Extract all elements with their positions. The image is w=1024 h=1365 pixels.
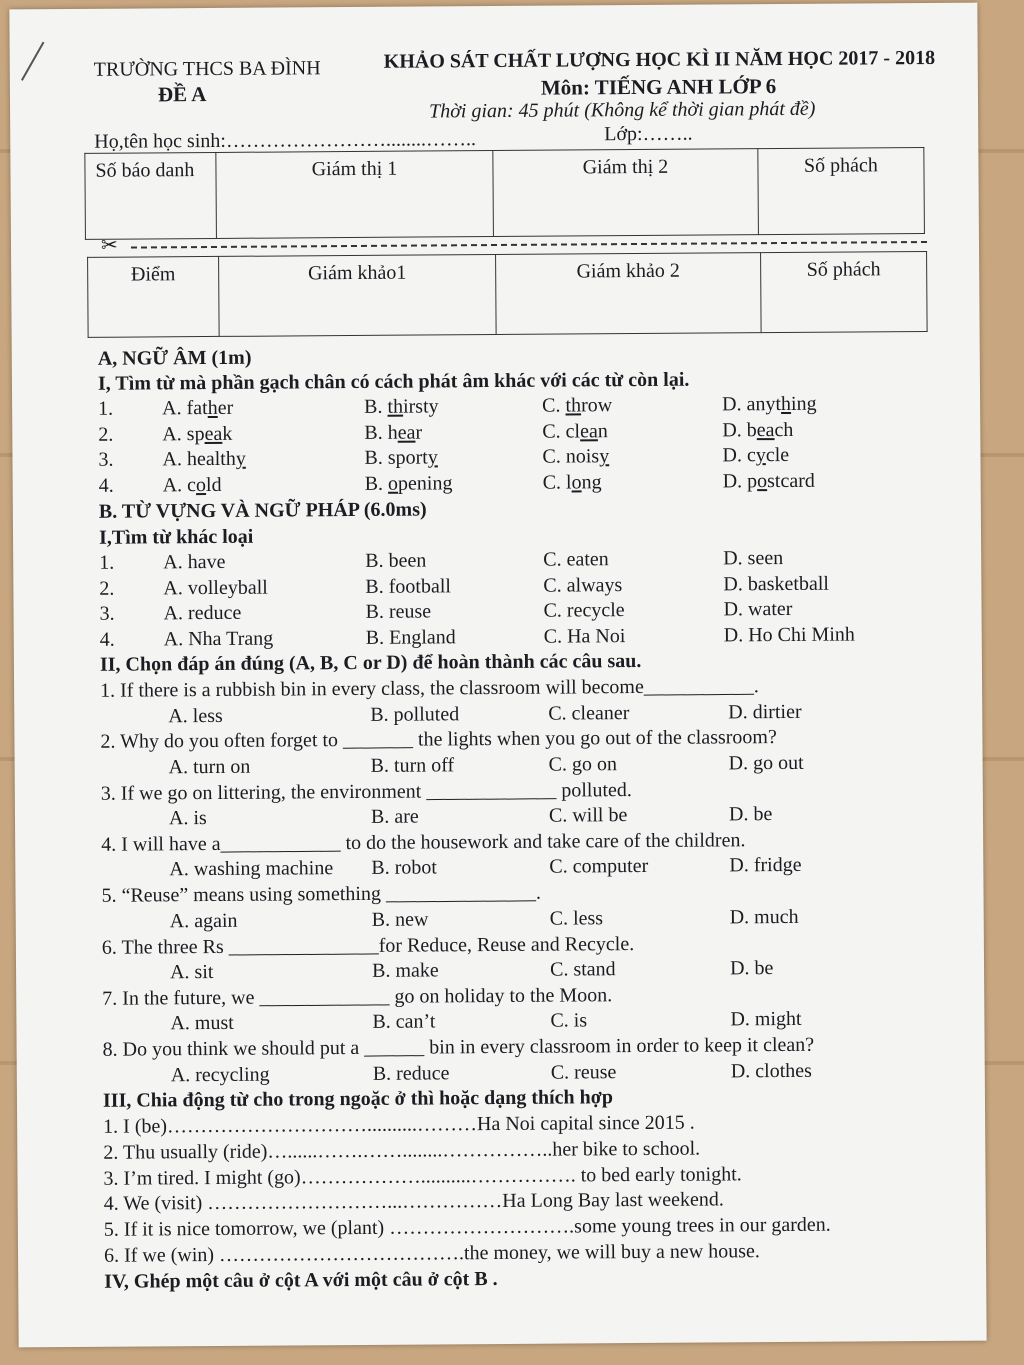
scissors-icon: ✂ bbox=[100, 234, 118, 257]
option-b: B. thirsty bbox=[364, 395, 439, 418]
question-text: 7. In the future, we _____________ go on holiday to the Moon. bbox=[102, 984, 613, 1010]
question-text: 1. If there is a rubbish bin in every class, the classroom will become___________. bbox=[100, 675, 759, 702]
option-b: B. make bbox=[371, 959, 439, 982]
option-c: C. will be bbox=[548, 804, 628, 827]
option-c: C. recycle bbox=[543, 599, 625, 622]
option-d: D. postcard bbox=[722, 469, 815, 492]
option-b: B. are bbox=[370, 805, 419, 828]
option-b: B. robot bbox=[371, 856, 437, 880]
option-b: B. polluted bbox=[370, 702, 460, 726]
option-c: C. go on bbox=[548, 752, 618, 776]
question-number: 1. bbox=[99, 551, 115, 574]
grader-1-cell: Giám khảo1 bbox=[219, 255, 497, 337]
option-a: A. cold bbox=[162, 473, 222, 496]
question-text: 5. If it is nice tomorrow, we (plant) ……………………….some young trees in our garden. bbox=[103, 1213, 831, 1241]
option-a: A. is bbox=[168, 807, 207, 830]
option-d: D. water bbox=[723, 597, 793, 621]
option-d: D. basketball bbox=[723, 572, 829, 595]
exam-time: Thời gian: 45 phút (Không kể thời gian phát đề) bbox=[428, 97, 816, 123]
question-number: 3. bbox=[98, 448, 114, 471]
option-b: B. can’t bbox=[372, 1010, 436, 1034]
option-d: D. clothes bbox=[730, 1059, 812, 1082]
question-text: 8. Do you think we should put a ______ bin in every classroom in order to keep it clean? bbox=[102, 1033, 815, 1061]
phonetics-instruction: I, Tìm từ mà phần gạch chân có cách phát âm khác với các từ còn lại. bbox=[97, 368, 690, 395]
option-a: A. healthy bbox=[162, 447, 246, 471]
question-text: 4. I will have a____________ to do the housework and take care of the children. bbox=[101, 829, 746, 856]
option-d: D. dirtier bbox=[728, 700, 802, 723]
option-d: D. much bbox=[729, 905, 799, 929]
question-text: 4. We (visit) ………………………...……………Ha Long Bay last weekend. bbox=[103, 1188, 724, 1216]
option-c: C. stand bbox=[549, 958, 616, 981]
option-a: A. reduce bbox=[163, 601, 242, 625]
class-field: Lớp:…….. bbox=[604, 122, 693, 146]
option-b: B. turn off bbox=[370, 754, 455, 777]
question-text: 3. I’m tired. I might (go)………………..........……………. to bed early tonight. bbox=[103, 1162, 742, 1190]
grader-table bbox=[87, 251, 928, 338]
question-text: 6. The three Rs _______________for Reduce, Reuse and Recycle. bbox=[101, 932, 635, 959]
question-text: 3. If we go on littering, the environment _____________ polluted. bbox=[100, 778, 632, 805]
section-a-title: A, NGỮ ÂM (1m) bbox=[97, 346, 252, 370]
option-c: C. Ha Noi bbox=[543, 624, 626, 648]
option-b: B. sporty bbox=[364, 446, 438, 469]
question-number: 2. bbox=[98, 423, 114, 446]
exam-title: KHẢO SÁT CHẤT LƯỢNG HỌC KÌ II NĂM HỌC 2017 - 2018 bbox=[383, 46, 936, 73]
option-a: A. have bbox=[163, 550, 226, 574]
proctor-2-cell: Giám thị 2 bbox=[493, 149, 759, 237]
option-a: A. washing machine bbox=[169, 857, 334, 881]
question-number: 2. bbox=[99, 577, 115, 600]
option-c: C. cleaner bbox=[548, 701, 630, 725]
option-d: D. seen bbox=[723, 547, 784, 570]
option-b: B. reduce bbox=[372, 1061, 450, 1085]
question-number: 1. bbox=[98, 397, 114, 420]
option-a: A. Nha Trang bbox=[163, 627, 274, 650]
school-name: TRƯỜNG THCS BA ĐÌNH bbox=[93, 57, 321, 81]
question-text: 2. Thu usually (ride)…......…….……........……………..her bike to school. bbox=[103, 1137, 701, 1164]
odd-one-out-instruction: I,Tìm từ khác loại bbox=[98, 525, 254, 549]
multiple-choice-instruction: II, Chọn đáp án đúng (A, B, C or D) để hoàn thành các câu sau. bbox=[99, 649, 642, 676]
option-d: D. anything bbox=[722, 392, 817, 416]
option-a: A. recycling bbox=[170, 1063, 270, 1086]
option-d: D. might bbox=[730, 1008, 802, 1031]
option-b: B. new bbox=[371, 908, 429, 931]
secret-number-cell-2: Số phách bbox=[761, 251, 928, 332]
option-d: D. be bbox=[729, 957, 774, 980]
option-c: C. clean bbox=[542, 419, 608, 443]
option-a: A. again bbox=[169, 909, 238, 932]
option-b: B. been bbox=[365, 549, 427, 572]
candidate-number-cell: Số báo danh bbox=[85, 152, 217, 239]
question-number: 3. bbox=[99, 602, 115, 625]
option-b: B. England bbox=[365, 625, 456, 649]
exam-code: ĐỀ A bbox=[157, 82, 207, 107]
option-a: A. turn on bbox=[168, 755, 251, 779]
option-d: D. cycle bbox=[722, 443, 790, 467]
option-c: C. always bbox=[543, 573, 623, 597]
verb-form-instruction: III, Chia động từ cho trong ngoặc ở thì hoặc dạng thích hợp bbox=[102, 1086, 614, 1112]
option-d: D. go out bbox=[728, 751, 804, 775]
student-name-field: Họ,tên học sinh:……………………........…….. bbox=[94, 128, 476, 153]
option-c: C. reuse bbox=[550, 1060, 617, 1084]
option-d: D. be bbox=[728, 803, 773, 826]
question-text: 6. If we (win) ……………………………….the money, we will buy a new house. bbox=[103, 1240, 760, 1267]
option-c: C. computer bbox=[549, 855, 649, 879]
question-text: 1. I (be)…………………………..........………Ha Noi capital since 2015 . bbox=[103, 1111, 695, 1138]
matching-instruction: IV, Ghép một câu ở cột A với một câu ở cột B . bbox=[104, 1268, 498, 1293]
option-c: C. eaten bbox=[543, 548, 609, 571]
option-c: C. is bbox=[550, 1009, 588, 1032]
option-a: A. must bbox=[170, 1012, 234, 1035]
option-a: A. father bbox=[162, 396, 234, 420]
option-c: C. noisy bbox=[542, 445, 610, 468]
exam-subject: Môn: TIẾNG ANH LỚP 6 bbox=[540, 74, 777, 100]
option-c: C. throw bbox=[542, 394, 613, 417]
option-c: C. long bbox=[542, 470, 602, 494]
option-c: C. less bbox=[549, 906, 604, 930]
option-d: D. fridge bbox=[729, 854, 802, 877]
option-a: A. speak bbox=[162, 422, 233, 445]
question-text: 5. “Reuse” means using something _______________. bbox=[101, 881, 542, 907]
option-a: A. volleyball bbox=[163, 576, 268, 599]
option-b: B. football bbox=[365, 574, 451, 598]
score-cell: Điểm bbox=[88, 256, 220, 337]
option-a: A. less bbox=[168, 704, 223, 727]
option-b: B. hear bbox=[364, 421, 423, 444]
pen-mark bbox=[21, 42, 44, 81]
option-b: B. opening bbox=[364, 471, 453, 495]
proctor-table bbox=[84, 147, 925, 240]
secret-number-cell: Số phách bbox=[758, 148, 925, 235]
proctor-1-cell: Giám thị 1 bbox=[216, 151, 494, 239]
question-number: 4. bbox=[98, 474, 114, 497]
grader-2-cell: Giám khảo 2 bbox=[496, 253, 762, 335]
option-d: D. Ho Chi Minh bbox=[723, 623, 855, 646]
exam-paper bbox=[9, 3, 986, 1348]
question-text: 2. Why do you often forget to _______ the lights when you go out of the classroom? bbox=[100, 726, 777, 754]
section-b-title: B. TỪ VỰNG VÀ NGỮ PHÁP (6.0ms) bbox=[98, 498, 427, 523]
question-number: 4. bbox=[99, 628, 115, 651]
option-b: B. reuse bbox=[365, 600, 432, 623]
option-a: A. sit bbox=[169, 960, 214, 984]
option-d: D. beach bbox=[722, 418, 794, 441]
